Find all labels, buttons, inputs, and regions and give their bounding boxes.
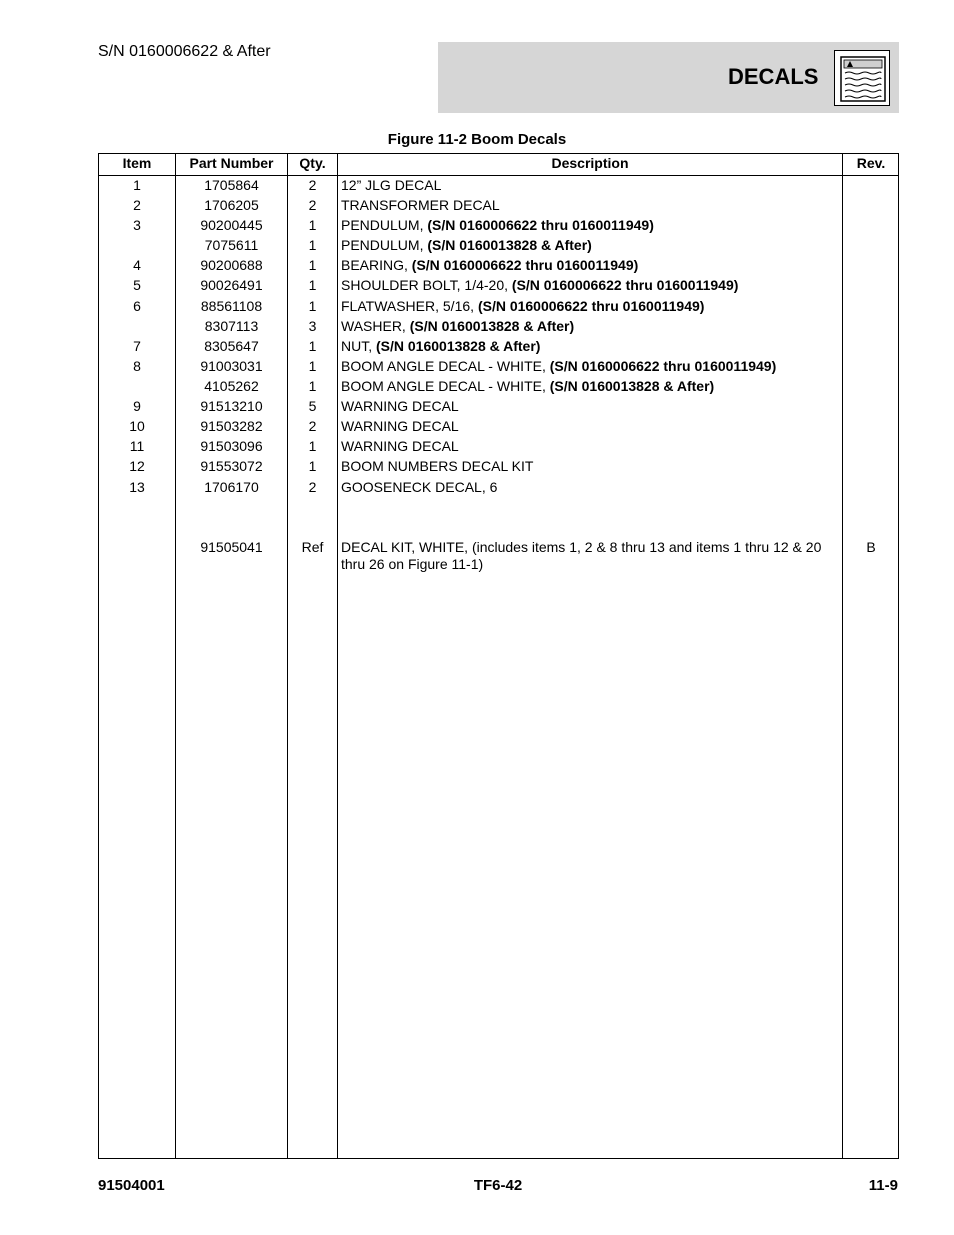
part-number: 8305647	[204, 338, 259, 354]
description	[341, 418, 831, 435]
serial-range: (S/N 0160006622 thru 0160011949)	[511, 277, 739, 293]
item-number: 12	[129, 458, 145, 474]
item-number: 6	[133, 298, 141, 314]
quantity: 1	[308, 257, 317, 273]
item-number: 1	[133, 177, 141, 193]
description	[341, 277, 831, 294]
column-divider	[337, 154, 338, 1158]
column-header-rev: Rev.	[856, 155, 886, 171]
description	[341, 438, 831, 455]
quantity: 1	[308, 277, 317, 293]
footer-page-number: 11-9	[868, 1177, 898, 1194]
part-number: 90026491	[200, 277, 263, 293]
description	[341, 458, 831, 475]
quantity: 1	[308, 217, 317, 233]
parts-table	[98, 153, 899, 1159]
quantity: 2	[308, 418, 317, 434]
figure-title: Figure 11-2 Boom Decals	[387, 131, 567, 148]
description	[341, 479, 831, 496]
decal-icon	[834, 50, 890, 106]
item-number: 2	[133, 197, 141, 213]
part-number: 1706170	[204, 479, 259, 495]
description-text: SHOULDER BOLT, 1/4-20,	[341, 277, 512, 293]
description	[341, 539, 831, 573]
item-number: 13	[129, 479, 145, 495]
description	[341, 177, 831, 194]
description-text: BOOM NUMBERS DECAL KIT	[341, 458, 534, 474]
description	[341, 378, 831, 395]
serial-range: (S/N 0160006622 thru 0160011949)	[427, 217, 654, 233]
description-text: NUT,	[341, 338, 376, 354]
part-number: 1705864	[204, 177, 259, 193]
quantity: 3	[308, 318, 317, 334]
description-text: DECAL KIT, WHITE, (includes items 1, 2 & 8 thru 13 and items 1 thru 12 & 20 thru 26 on Figure 11-1)	[341, 539, 826, 572]
section-banner	[438, 42, 899, 113]
item-number: 7	[133, 338, 141, 354]
description	[341, 237, 831, 254]
description	[341, 298, 831, 315]
quantity: Ref	[301, 539, 324, 555]
quantity: 1	[308, 338, 317, 354]
description-text: BOOM ANGLE DECAL - WHITE,	[341, 378, 550, 394]
part-number: 91003031	[200, 358, 263, 374]
quantity: 1	[308, 358, 317, 374]
quantity: 1	[308, 237, 317, 253]
footer-model: TF6-42	[473, 1177, 523, 1194]
description	[341, 318, 831, 335]
part-number: 91503096	[200, 438, 263, 454]
description	[341, 217, 831, 234]
header-divider	[99, 175, 898, 176]
item-number: 9	[133, 398, 141, 414]
part-number: 90200445	[200, 217, 263, 233]
part-number: 91505041	[200, 539, 263, 555]
quantity: 1	[308, 438, 317, 454]
item-number: 4	[133, 257, 141, 273]
column-header-qty: Qty.	[299, 155, 326, 171]
part-number: 90200688	[200, 257, 263, 273]
part-number: 88561108	[200, 298, 263, 314]
description-text: GOOSENECK DECAL, 6	[341, 479, 498, 495]
description	[341, 398, 831, 415]
serial-header: S/N 0160006622 & After	[98, 43, 271, 60]
quantity: 1	[308, 458, 317, 474]
description	[341, 257, 831, 274]
quantity: 2	[308, 177, 317, 193]
part-number: 91513210	[200, 398, 263, 414]
description	[341, 358, 831, 375]
serial-range: (S/N 0160013828 & After)	[549, 378, 715, 394]
quantity: 1	[308, 378, 317, 394]
section-title: DECALS	[728, 64, 819, 89]
serial-range: (S/N 0160013828 & After)	[409, 318, 575, 334]
column-header-item: Item	[122, 155, 152, 171]
part-number: 1706205	[204, 197, 259, 213]
item-number: 5	[133, 277, 141, 293]
description-text: 12” JLG DECAL	[341, 177, 442, 193]
item-number: 10	[129, 418, 145, 434]
footer-doc-number: 91504001	[98, 1177, 165, 1194]
serial-range: (S/N 0160006622 thru 0160011949)	[411, 257, 639, 273]
part-number: 91553072	[200, 458, 263, 474]
quantity: 2	[308, 197, 317, 213]
description	[341, 338, 831, 355]
quantity: 5	[308, 398, 317, 414]
description-text: BEARING,	[341, 257, 412, 273]
revision: B	[866, 539, 876, 555]
item-number: 3	[133, 217, 141, 233]
part-number: 8307113	[204, 318, 259, 334]
part-number: 7075611	[204, 237, 259, 253]
part-number: 4105262	[204, 378, 259, 394]
description-text: FLATWASHER, 5/16,	[341, 298, 478, 314]
description-text: TRANSFORMER DECAL	[341, 197, 500, 213]
column-header-part-number: Part Number	[189, 155, 274, 171]
part-number: 91503282	[200, 418, 263, 434]
quantity: 2	[308, 479, 317, 495]
description-text: WARNING DECAL	[341, 398, 459, 414]
serial-range: (S/N 0160013828 & After)	[376, 338, 541, 354]
quantity: 1	[308, 298, 317, 314]
item-number: 11	[129, 438, 145, 454]
description-text: WARNING DECAL	[341, 418, 459, 434]
description-text: WASHER,	[341, 318, 410, 334]
description-text: PENDULUM,	[341, 237, 428, 253]
serial-range: (S/N 0160013828 & After)	[427, 237, 592, 253]
description-text: WARNING DECAL	[341, 438, 459, 454]
serial-range: (S/N 0160006622 thru 0160011949)	[477, 298, 705, 314]
description-text: PENDULUM,	[341, 217, 428, 233]
item-number: 8	[133, 358, 141, 374]
description-text: BOOM ANGLE DECAL - WHITE,	[341, 358, 550, 374]
serial-range: (S/N 0160006622 thru 0160011949)	[549, 358, 777, 374]
description	[341, 197, 831, 214]
column-header-description: Description	[551, 155, 629, 171]
column-divider	[842, 154, 843, 1158]
